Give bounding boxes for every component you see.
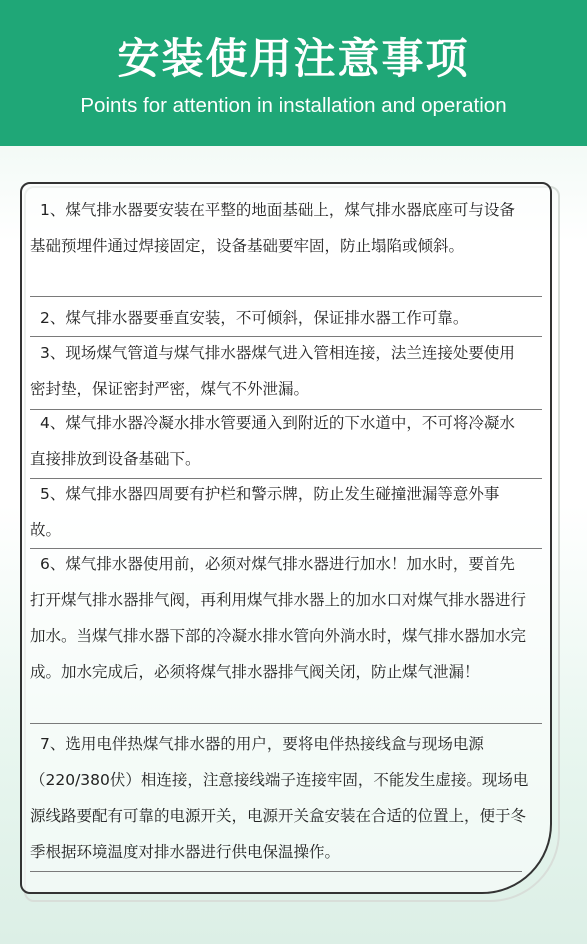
divider-6 [30, 723, 542, 724]
page-title: 安装使用注意事项 [117, 34, 470, 83]
notice-item-1: 1、煤气排水器要安装在平整的地面基础上，煤气排水器底座可与设备基础预埋件通过焊接固定，设备基础要牢固，防止塌陷或倾斜。 [30, 201, 515, 255]
divider-1 [30, 296, 542, 297]
notice-item-4: 4、煤气排水器冷凝水排水管要通入到附近的下水道中，不可将冷凝水直接排放到设备基础下。 [30, 414, 515, 468]
notice-item-6: 6、煤气排水器使用前，必须对煤气排水器进行加水！加水时，要首先打开煤气排水器排气阀，再利用煤气排水器上的加水口对煤气排水器进行加水。当煤气排水器下部的冷凝水排水管向外淌水时，煤气排水器加水完成。加水完成后，必须将煤气排水器排气阀关闭，防止煤气泄漏！ [30, 555, 527, 681]
notice-item-3: 3、现场煤气管道与煤气排水器煤气进入管相连接，法兰连接处要使用密封垫，保证密封严密，煤气不外泄漏。 [30, 344, 515, 398]
divider-7 [30, 871, 522, 872]
notice-item-2: 2、煤气排水器要垂直安装，不可倾斜，保证排水器工作可靠。 [40, 309, 469, 327]
page-subtitle: Points for attention in installation and operation [80, 94, 507, 117]
header-banner [0, 0, 587, 146]
notice-item-7: 7、选用电伴热煤气排水器的用户，要将电伴热接线盒与现场电源（220/380伏）相连接，注意接线端子连接牢固，不能发生虚接。现场电源线路要配有可靠的电源开关，电源开关盒安装在合适的位置上，便于冬季根据环境温度对排水器进行供电保温操作。 [30, 735, 529, 861]
notice-item-5: 5、煤气排水器四周要有护栏和警示牌，防止发生碰撞泄漏等意外事故。 [30, 485, 500, 539]
